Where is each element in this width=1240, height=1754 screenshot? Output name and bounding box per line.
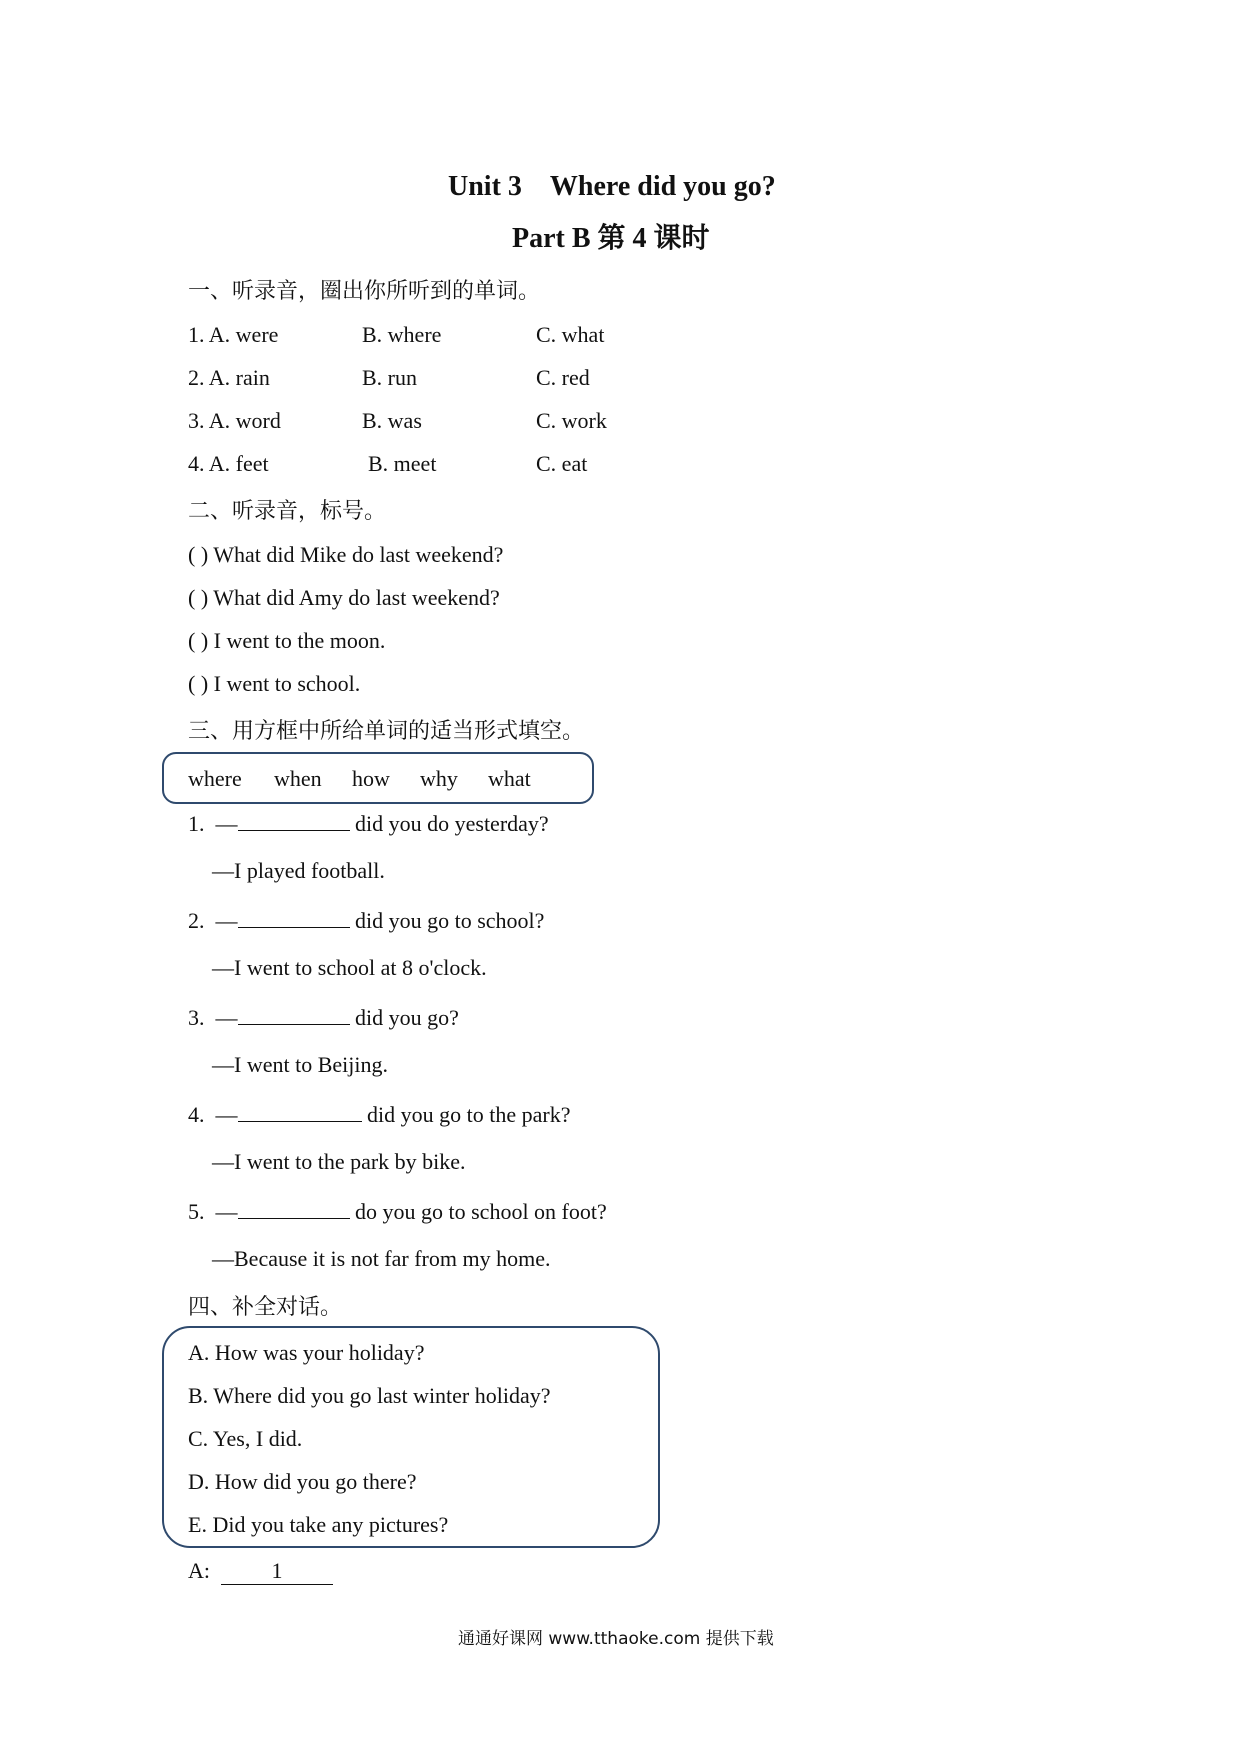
s3-q3-blank[interactable] bbox=[238, 1004, 350, 1025]
s1-row4-a: 4. A. feet bbox=[188, 451, 269, 476]
s2-item2: ( ) What did Amy do last weekend? bbox=[188, 585, 500, 610]
s4-option-a: A. How was your holiday? bbox=[188, 1340, 425, 1365]
footer-credit: 通通好课网 www.tthaoke.com 提供下载 bbox=[458, 1629, 774, 1649]
section4-heading: 四、补全对话。 bbox=[188, 1295, 343, 1320]
s3-q2-num: 2. bbox=[188, 908, 205, 933]
s3-q2: 2. — did you go to school? bbox=[188, 908, 545, 933]
word-bank-where: where bbox=[188, 766, 242, 791]
s1-row3-c: C. work bbox=[536, 408, 607, 433]
s1-row1-c: C. what bbox=[536, 322, 605, 347]
word-bank-how: how bbox=[352, 766, 390, 791]
s4-dialogue-line1 bbox=[188, 1558, 333, 1585]
s2-item4: ( ) I went to school. bbox=[188, 671, 361, 696]
s3-q1: 1. — did you do yesterday? bbox=[188, 811, 549, 836]
s3-a2: —I went to school at 8 o'clock. bbox=[212, 955, 487, 980]
s1-row1-b: B. where bbox=[362, 322, 442, 347]
word-bank-why: why bbox=[420, 766, 458, 791]
s3-a3: —I went to Beijing. bbox=[212, 1052, 388, 1077]
s1-row2-c: C. red bbox=[536, 365, 590, 390]
s2-item1: ( ) What did Mike do last weekend? bbox=[188, 542, 504, 567]
s3-q1-num: 1. bbox=[188, 811, 205, 836]
s1-row2-b: B. run bbox=[362, 365, 417, 390]
page-title: Unit 3 Where did you go? bbox=[448, 171, 776, 202]
s1-row4-b: B. meet bbox=[368, 451, 437, 476]
s4-blank-1[interactable]: 1 bbox=[221, 1558, 333, 1585]
s3-q5: 5. — do you go to school on foot? bbox=[188, 1199, 607, 1224]
s3-q5-num: 5. bbox=[188, 1199, 205, 1224]
page-subtitle: Part B 第 4 课时 bbox=[512, 223, 710, 254]
s3-q2-text: did you go to school? bbox=[355, 908, 545, 933]
s3-q4-text: did you go to the park? bbox=[367, 1102, 571, 1127]
s4-option-e: E. Did you take any pictures? bbox=[188, 1512, 449, 1537]
s4-option-d: D. How did you go there? bbox=[188, 1469, 417, 1494]
s4-option-c: C. Yes, I did. bbox=[188, 1426, 303, 1451]
s3-q3-num: 3. bbox=[188, 1005, 205, 1030]
s3-q2-blank[interactable] bbox=[238, 907, 350, 928]
word-bank-when: when bbox=[274, 766, 322, 791]
s2-item3: ( ) I went to the moon. bbox=[188, 628, 386, 653]
s3-q4-num: 4. bbox=[188, 1102, 205, 1127]
s4-speaker: A: bbox=[188, 1558, 210, 1583]
s3-q1-blank[interactable] bbox=[238, 810, 350, 831]
s4-option-b: B. Where did you go last winter holiday? bbox=[188, 1383, 551, 1408]
word-bank-what: what bbox=[488, 766, 531, 791]
s1-row2-a: 2. A. rain bbox=[188, 365, 270, 390]
s3-a5: —Because it is not far from my home. bbox=[212, 1246, 551, 1271]
s3-a1: —I played football. bbox=[212, 858, 385, 883]
section3-heading: 三、用方框中所给单词的适当形式填空。 bbox=[188, 719, 585, 744]
s3-q3: 3. — did you go? bbox=[188, 1005, 459, 1030]
s3-a4: —I went to the park by bike. bbox=[212, 1149, 466, 1174]
s1-row1-a: 1. A. were bbox=[188, 322, 279, 347]
s3-q5-text: do you go to school on foot? bbox=[355, 1199, 607, 1224]
s1-row4-c: C. eat bbox=[536, 451, 588, 476]
s3-q4-blank[interactable] bbox=[238, 1101, 362, 1122]
s3-q4: 4. — did you go to the park? bbox=[188, 1102, 571, 1127]
s3-q5-blank[interactable] bbox=[238, 1198, 350, 1219]
s1-row3-a: 3. A. word bbox=[188, 408, 281, 433]
s3-q1-text: did you do yesterday? bbox=[355, 811, 549, 836]
s3-q3-text: did you go? bbox=[355, 1005, 459, 1030]
section2-heading: 二、听录音，标号。 bbox=[188, 499, 387, 524]
section1-heading: 一、听录音，圈出你所听到的单词。 bbox=[188, 279, 541, 304]
s1-row3-b: B. was bbox=[362, 408, 422, 433]
